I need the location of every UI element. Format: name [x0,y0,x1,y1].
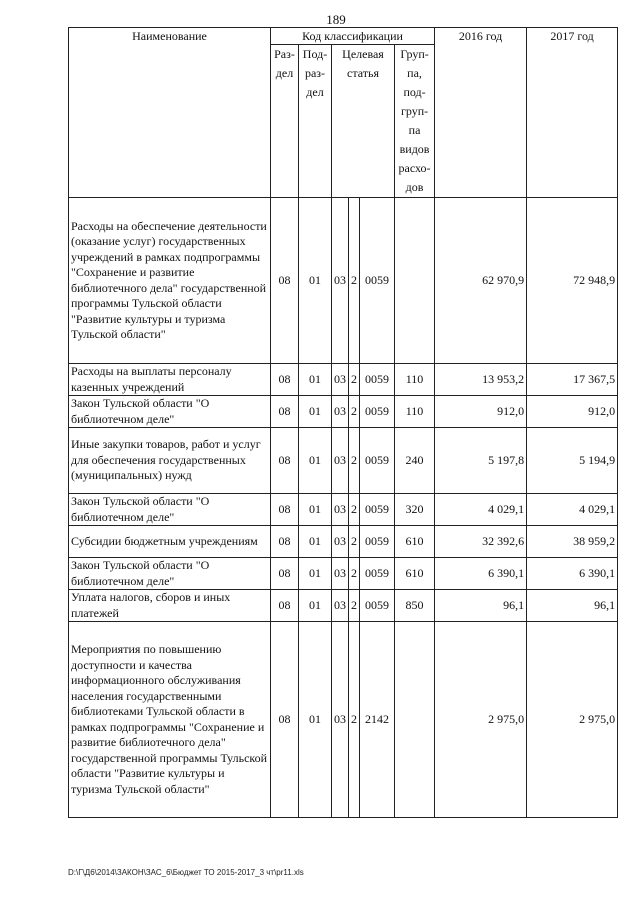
row-target-item-part3: 0059 [360,526,395,558]
row-target-item-part3: 0059 [360,590,395,622]
row-target-item-part2: 2 [349,396,360,428]
row-expense-group: 610 [395,526,435,558]
row-amount-2017: 2 975,0 [527,622,618,818]
row-name: Расходы на выплаты персоналу казенных учреждений [69,364,271,396]
table-row [69,428,618,494]
row-amount-2016: 912,0 [435,396,527,428]
row-section: 08 [271,198,299,364]
row-name: Уплата налогов, сборов и иных платежей [69,590,271,622]
row-amount-2017: 17 367,5 [527,364,618,396]
row-target-item-part3: 0059 [360,494,395,526]
row-section: 08 [271,364,299,396]
row-amount-2017: 72 948,9 [527,198,618,364]
table-row [69,526,618,558]
row-target-item-part2: 2 [349,428,360,494]
header-target-item: Целевая статья [332,45,395,198]
row-section: 08 [271,558,299,590]
header-classification: Код классификации [271,28,435,45]
row-target-item-part2: 2 [349,590,360,622]
header-year-2016: 2016 год [435,28,527,198]
row-target-item-part1: 03 [332,494,349,526]
table-row [69,558,618,590]
row-target-item-part2: 2 [349,364,360,396]
table-row [69,590,618,622]
header-name: Наименование [69,28,271,198]
row-expense-group: 240 [395,428,435,494]
row-target-item-part1: 03 [332,622,349,818]
header-year-2017: 2017 год [527,28,618,198]
row-target-item-part2: 2 [349,494,360,526]
row-subsection: 01 [299,526,332,558]
row-amount-2016: 32 392,6 [435,526,527,558]
row-subsection: 01 [299,494,332,526]
row-subsection: 01 [299,364,332,396]
row-subsection: 01 [299,396,332,428]
table-row [69,198,618,364]
row-name: Расходы на обеспечение деятельности (оказание услуг) государственных учреждений в рамках подпрограммы "Сохранение и развитие библиотечного дела" государственной программы Тульской области "Развитие культуры и туризма Тульской области" [69,198,271,364]
row-target-item-part1: 03 [332,526,349,558]
row-amount-2016: 96,1 [435,590,527,622]
row-section: 08 [271,622,299,818]
row-name: Закон Тульской области "О библиотечном деле" [69,494,271,526]
row-target-item-part2: 2 [349,558,360,590]
table-row [69,494,618,526]
row-section: 08 [271,526,299,558]
row-name: Мероприятия по повышению доступности и качества информационного обслуживания населения государственными библиотеками Тульской области в рамках подпрограммы "Сохранение и развитие библиотечного дела" государственной программы Тульской области "Развитие культуры и туризма Тульской области" [69,622,271,818]
row-target-item-part3: 0059 [360,428,395,494]
table-row [69,364,618,396]
row-section: 08 [271,428,299,494]
page-number: 189 [326,12,346,27]
row-target-item-part3: 2142 [360,622,395,818]
row-section: 08 [271,590,299,622]
row-expense-group [395,198,435,364]
row-target-item-part1: 03 [332,396,349,428]
file-path-footer: D:\Г\Д6\2014\ЗАКОН\ЗАС_6\Бюджет ТО 2015-2017_3 чт\pr11.xls [68,868,304,877]
row-amount-2016: 2 975,0 [435,622,527,818]
row-amount-2016: 13 953,2 [435,364,527,396]
row-amount-2017: 96,1 [527,590,618,622]
table-row [69,396,618,428]
table-header [69,28,618,198]
row-amount-2017: 6 390,1 [527,558,618,590]
header-expense-group: Груп- па, под- груп- па видов расхо- дов [395,45,435,198]
row-expense-group [395,622,435,818]
row-name: Закон Тульской области "О библиотечном деле" [69,558,271,590]
row-subsection: 01 [299,428,332,494]
row-target-item-part1: 03 [332,428,349,494]
row-name: Иные закупки товаров, работ и услуг для обеспечения государственных (муниципальных) нужд [69,428,271,494]
row-target-item-part3: 0059 [360,198,395,364]
row-name: Закон Тульской области "О библиотечном деле" [69,396,271,428]
row-amount-2017: 5 194,9 [527,428,618,494]
row-target-item-part2: 2 [349,198,360,364]
row-section: 08 [271,494,299,526]
row-target-item-part2: 2 [349,622,360,818]
row-amount-2016: 62 970,9 [435,198,527,364]
row-target-item-part3: 0059 [360,396,395,428]
row-target-item-part1: 03 [332,364,349,396]
row-target-item-part1: 03 [332,558,349,590]
row-target-item-part2: 2 [349,526,360,558]
row-amount-2017: 912,0 [527,396,618,428]
row-target-item-part3: 0059 [360,558,395,590]
row-section: 08 [271,396,299,428]
row-subsection: 01 [299,622,332,818]
row-expense-group: 610 [395,558,435,590]
table-row [69,622,618,818]
row-amount-2016: 6 390,1 [435,558,527,590]
row-amount-2016: 5 197,8 [435,428,527,494]
row-amount-2017: 4 029,1 [527,494,618,526]
table-body [69,198,618,818]
row-subsection: 01 [299,558,332,590]
row-subsection: 01 [299,590,332,622]
budget-table [68,27,618,818]
header-subsection: Под- раз- дел [299,45,332,198]
row-target-item-part1: 03 [332,198,349,364]
header-section: Раз- дел [271,45,299,198]
row-target-item-part1: 03 [332,590,349,622]
row-amount-2016: 4 029,1 [435,494,527,526]
row-expense-group: 320 [395,494,435,526]
row-expense-group: 110 [395,364,435,396]
row-expense-group: 850 [395,590,435,622]
row-name: Субсидии бюджетным учреждениям [69,526,271,558]
row-expense-group: 110 [395,396,435,428]
row-subsection: 01 [299,198,332,364]
row-target-item-part3: 0059 [360,364,395,396]
row-amount-2017: 38 959,2 [527,526,618,558]
